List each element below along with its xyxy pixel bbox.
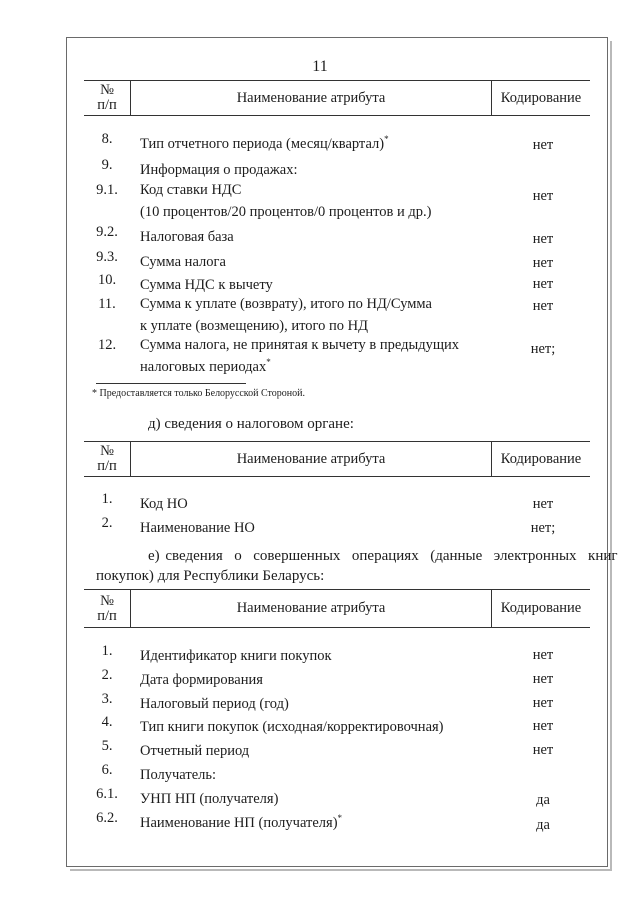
section-e-line1: е) сведения о совершенных операциях (данные электронных книг [148, 548, 618, 564]
header-code-cell: Кодирование [500, 450, 582, 467]
row-number: 11. [98, 296, 116, 312]
row-coding: нет [532, 671, 554, 687]
row-coding: да [536, 817, 550, 833]
row-attribute-text: Сумма налога [140, 253, 226, 270]
row-attribute-text: Дата формирования [140, 671, 263, 688]
row-attribute [140, 667, 480, 689]
header-number-cell: № п/п [84, 442, 131, 476]
row-attribute-text: Сумма к уплате (возврату), итого по НД/Сумма к уплате (возмещению), итого по НД [140, 296, 432, 334]
row-attribute [140, 249, 480, 271]
row-number: 2. [101, 515, 113, 531]
table-row [84, 810, 590, 846]
row-attribute [140, 691, 480, 713]
header-name-cell: Наименование атрибута [131, 442, 492, 476]
table-row [84, 182, 590, 218]
header-name-cell: Наименование атрибута [131, 590, 492, 627]
row-number: 2. [101, 667, 113, 683]
table-header-3 [84, 589, 590, 628]
row-coding: нет; [530, 341, 556, 357]
table-row [84, 337, 590, 373]
row-attribute [140, 491, 480, 513]
row-coding: нет; [530, 520, 556, 536]
header-number-cell: № п/п [84, 81, 131, 115]
row-attribute [140, 810, 480, 832]
footnote-marker: * [384, 134, 389, 144]
row-attribute-text: УНП НП (получателя) [140, 790, 279, 807]
row-coding: нет [532, 188, 554, 204]
row-attribute-text: Информация о продажах: [140, 161, 298, 178]
row-coding: нет [532, 276, 554, 292]
row-number: 1. [101, 643, 113, 659]
footnote-marker: * [337, 813, 343, 823]
row-attribute-text: Сумма НДС к вычету [140, 276, 273, 293]
row-coding: нет [532, 718, 554, 734]
footnote-marker: * [266, 357, 271, 367]
row-attribute-text: Отчетный период [140, 742, 250, 759]
row-attribute-text: Наименование НО [140, 519, 255, 536]
row-coding: нет [532, 742, 554, 758]
row-coding: нет [532, 137, 554, 153]
row-number: 6.1. [96, 786, 118, 802]
row-attribute-text: Код НО [140, 495, 188, 512]
row-number: 9.3. [96, 249, 118, 265]
table-header-2 [84, 441, 590, 477]
header-number-cell: № п/п [84, 590, 131, 627]
row-attribute-text: Наименование НП (получателя) [140, 814, 338, 831]
row-attribute-text: Тип книги покупок (исходная/корректировочная) [140, 718, 444, 735]
row-number: 9.1. [96, 182, 118, 198]
row-attribute-text: Налоговый период (год) [140, 695, 289, 712]
row-number: 6.2. [96, 810, 118, 826]
row-coding: нет [532, 298, 554, 314]
row-coding: нет [532, 496, 554, 512]
row-number: 6. [101, 762, 113, 778]
row-number: 9. [101, 157, 113, 173]
row-attribute-text: Налоговая база [140, 228, 234, 245]
row-attribute-text: Тип отчетного периода (месяц/квартал) [140, 135, 385, 152]
row-coding: нет [532, 647, 554, 663]
row-number: 12. [97, 337, 117, 353]
row-coding: да [536, 792, 550, 808]
row-attribute [140, 272, 480, 294]
row-attribute [140, 131, 480, 153]
row-coding: нет [532, 231, 554, 247]
section-e-line2: покупок) для Республики Беларусь: [96, 568, 325, 584]
row-attribute [140, 762, 480, 784]
row-attribute [140, 337, 480, 376]
row-number: 9.2. [96, 224, 118, 240]
page-number: 11 [312, 58, 328, 75]
footnote: * Предоставляется только Белорусской Стороной. [92, 388, 305, 399]
row-attribute [140, 182, 480, 221]
row-number: 8. [101, 131, 113, 147]
footnote-divider [96, 383, 246, 384]
row-coding: нет [532, 255, 554, 271]
row-number: 5. [101, 738, 113, 754]
section-d-title: д) сведения о налоговом органе: [148, 416, 354, 432]
row-attribute [140, 515, 480, 537]
row-attribute [140, 714, 480, 736]
row-attribute [140, 157, 480, 179]
table-row [84, 296, 590, 332]
header-code-cell: Кодирование [500, 600, 582, 616]
row-coding: нет [532, 695, 554, 711]
table-row [84, 515, 590, 551]
header-name-cell: Наименование атрибута [131, 81, 492, 115]
row-attribute [140, 738, 480, 760]
row-number: 4. [101, 714, 113, 730]
row-attribute [140, 224, 480, 246]
row-number: 3. [101, 691, 113, 707]
row-attribute-text: Получатель: [140, 766, 217, 783]
row-attribute [140, 296, 480, 335]
row-attribute-text: Сумма налога, не принятая к вычету в предыдущих налоговых периодах [140, 337, 460, 375]
row-number: 10. [97, 272, 117, 288]
row-number: 1. [101, 491, 113, 507]
header-code-cell: Кодирование [500, 89, 582, 106]
row-attribute [140, 643, 480, 665]
row-attribute-text: Идентификатор книги покупок [140, 647, 332, 664]
row-attribute-text: Код ставки НДС (10 процентов/20 процентов/0 процентов и др.) [140, 182, 432, 220]
row-attribute [140, 786, 480, 808]
table-header-1 [84, 80, 590, 116]
